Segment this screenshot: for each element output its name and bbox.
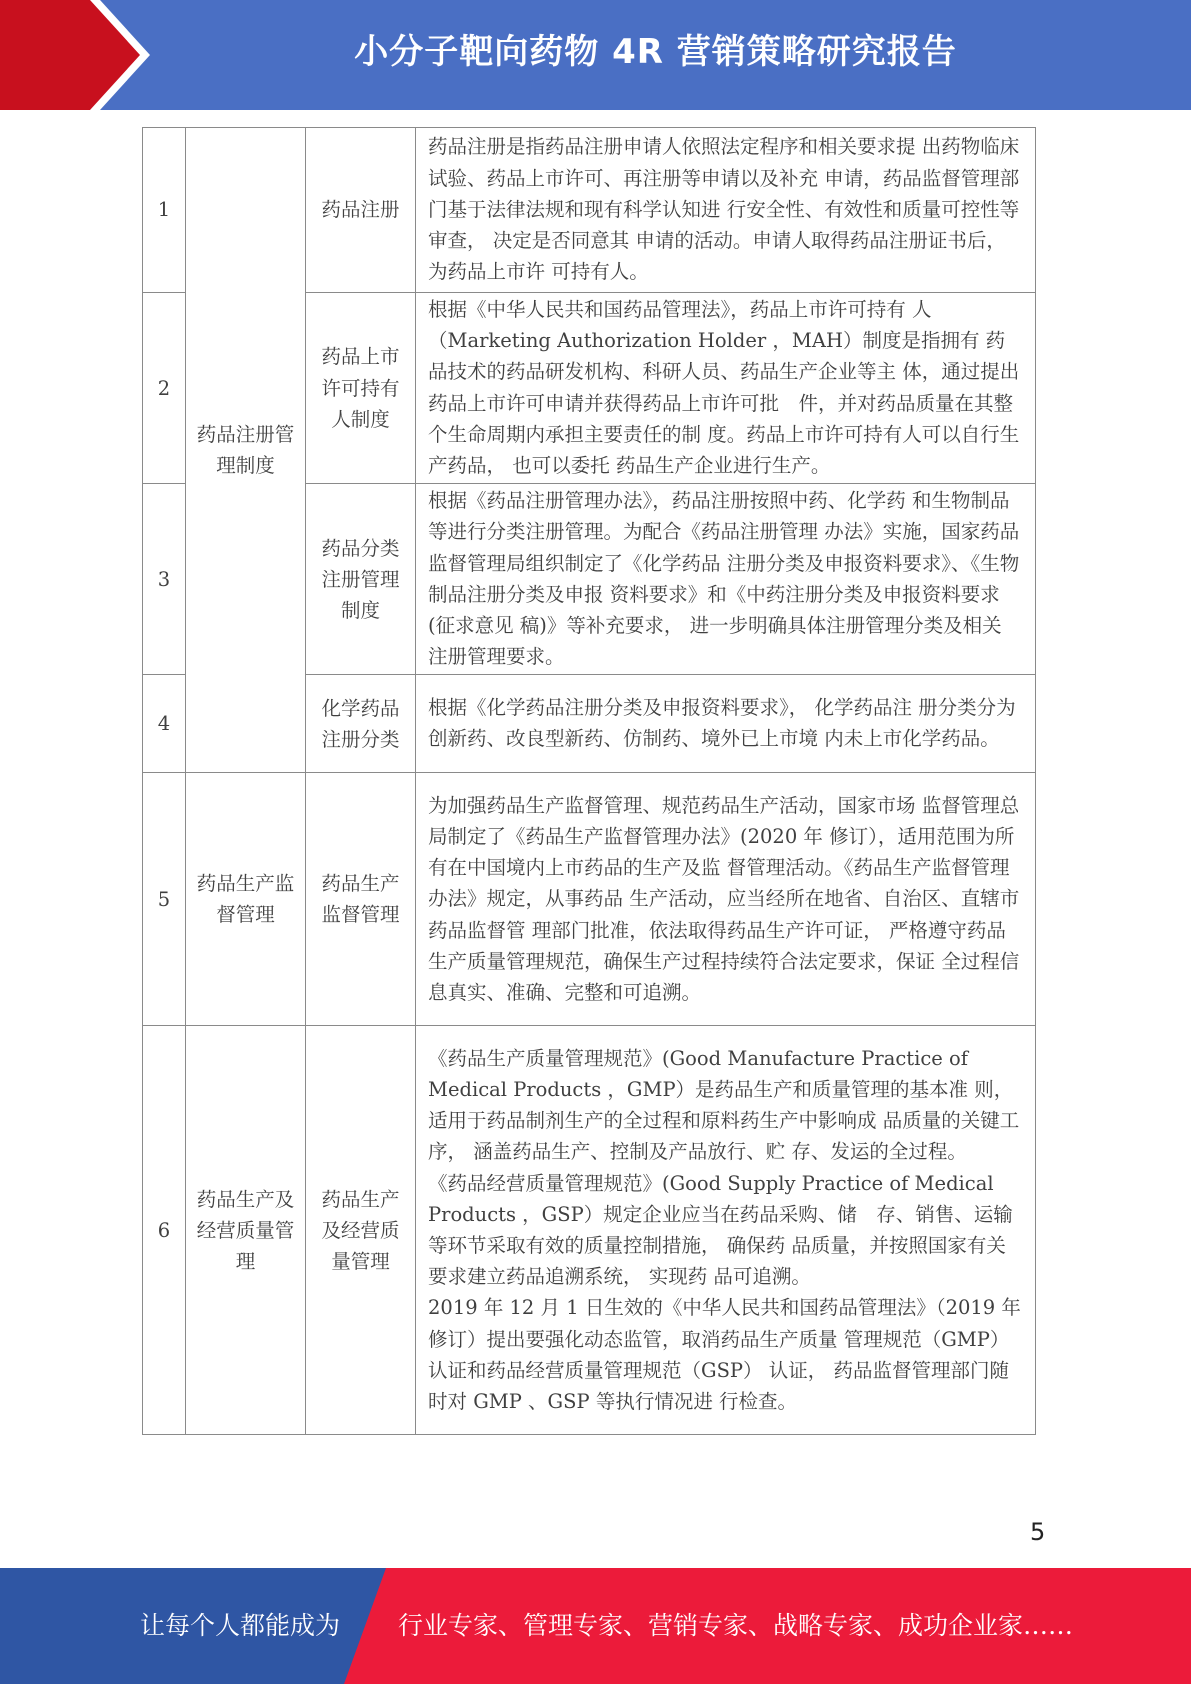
item-description: 为加强药品生产监督管理、规范药品生产活动，国家市场 监督管理总局制定了《药品生产监督管理办法》(2020 年 修订），适用范围为所有在中国境内上市药品的生产及监 督管理活动。《药品生产监督管理办法》规定，从事药品 生产活动，应当经所在地省、自治区、直辖市药品监督管 理部门批准，依法取得药品生产许可证， 严格遵守药品生产质量管理规范，确保生产过程持续符合法定要求，保证 全过程信息真实、准确、完整和可追溯。 — [416, 773, 1036, 1026]
table-row — [143, 128, 1036, 293]
category-cell: 药品生产监督管理 — [186, 773, 306, 1026]
page-number: 5 — [1030, 1518, 1046, 1546]
item-description: 《药品生产质量管理规范》(Good Manufacture Practice of Medical Products ，GMP）是药品生产和质量管理的基本准 则，适用于药品制剂生产的全过程和原料药生产中影响成 品质量的关键工序， 涵盖药品生产、控制及产品放行、贮 存、发运的全过程。 《药品经营质量管理规范》(Good Supply Practice of Medical Products ，GSP）规定企业应当在药品采购、储 存、销售、运输等环节采取有效的质量控制措施， 确保药 品质量，并按照国家有关要求建立药品追溯系统， 实现药 品可追溯。 2019 年 12 月 1 日生效的《中华人民共和国药品管理法》（2019 年修订）提出要强化动态监管，取消药品生产质量 管理规范（GMP）认证和药品经营质量管理规范（GSP） 认证， 药品监督管理部门随时对 GMP 、GSP 等执行情况进 行检查。 — [416, 1026, 1036, 1435]
item-description: 根据《中华人民共和国药品管理法》，药品上市许可持有 人（Marketing Authorization Holder ，MAH）制度是指拥有 药品技术的药品研发机构、科研人员、药品生产企业等主 体，通过提出药品上市许可申请并获得药品上市许可批 件，并对药品质量在其整个生命周期内承担主要责任的制 度。药品上市许可持有人可以自行生产药品， 也可以委托 药品生产企业进行生产。 — [416, 293, 1036, 484]
item-description: 根据《化学药品注册分类及申报资料要求》， 化学药品注 册分类分为创新药、改良型新药、仿制药、境外已上市境 内未上市化学药品。 — [416, 675, 1036, 773]
item-name: 药品上市许可持有人制度 — [306, 293, 416, 484]
item-name: 药品生产监督管理 — [306, 773, 416, 1026]
table-row — [143, 773, 1036, 1026]
item-name: 药品生产及经营质量管理 — [306, 1026, 416, 1435]
footer-slogan-right: 行业专家、管理专家、营销专家、战略专家、成功企业家…… — [398, 1611, 1074, 1640]
item-description: 药品注册是指药品注册申请人依照法定程序和相关要求提 出药物临床试验、药品上市许可、再注册等申请以及补充 申请，药品监督管理部门基于法律法规和现有科学认知进 行安全性、有效性和质量可控性等审查， 决定是否同意其 申请的活动。申请人取得药品注册证书后，为药品上市许 可持有人。 — [416, 128, 1036, 293]
row-number: 5 — [143, 773, 186, 1026]
table-row — [143, 1026, 1036, 1435]
item-name: 化学药品注册分类 — [306, 675, 416, 773]
regulation-table — [142, 127, 1036, 1435]
header-arrow — [0, 0, 140, 110]
item-description: 根据《药品注册管理办法》，药品注册按照中药、化学药 和生物制品等进行分类注册管理。为配合《药品注册管理 办法》实施，国家药品监督管理局组织制定了《化学药品 注册分类及申报资料要求》、《生物制品注册分类及申报 资料要求》和《中药注册分类及申报资料要求(征求意见 稿)》等补充要求， 进一步明确具体注册管理分类及相关 注册管理要求。 — [416, 484, 1036, 675]
page-title: 小分子靶向药物 4R 营销策略研究报告 — [354, 32, 957, 72]
page-header — [0, 0, 1191, 110]
item-name: 药品注册 — [306, 128, 416, 293]
category-cell: 药品生产及经营质量管理 — [186, 1026, 306, 1435]
row-number: 2 — [143, 293, 186, 484]
row-number: 4 — [143, 675, 186, 773]
item-name: 药品分类注册管理制度 — [306, 484, 416, 675]
row-number: 3 — [143, 484, 186, 675]
row-number: 6 — [143, 1026, 186, 1435]
row-number: 1 — [143, 128, 186, 293]
page-footer — [0, 1568, 1191, 1684]
category-cell: 药品注册管理制度 — [186, 128, 306, 773]
footer-slogan-left: 让每个人都能成为 — [140, 1611, 341, 1640]
